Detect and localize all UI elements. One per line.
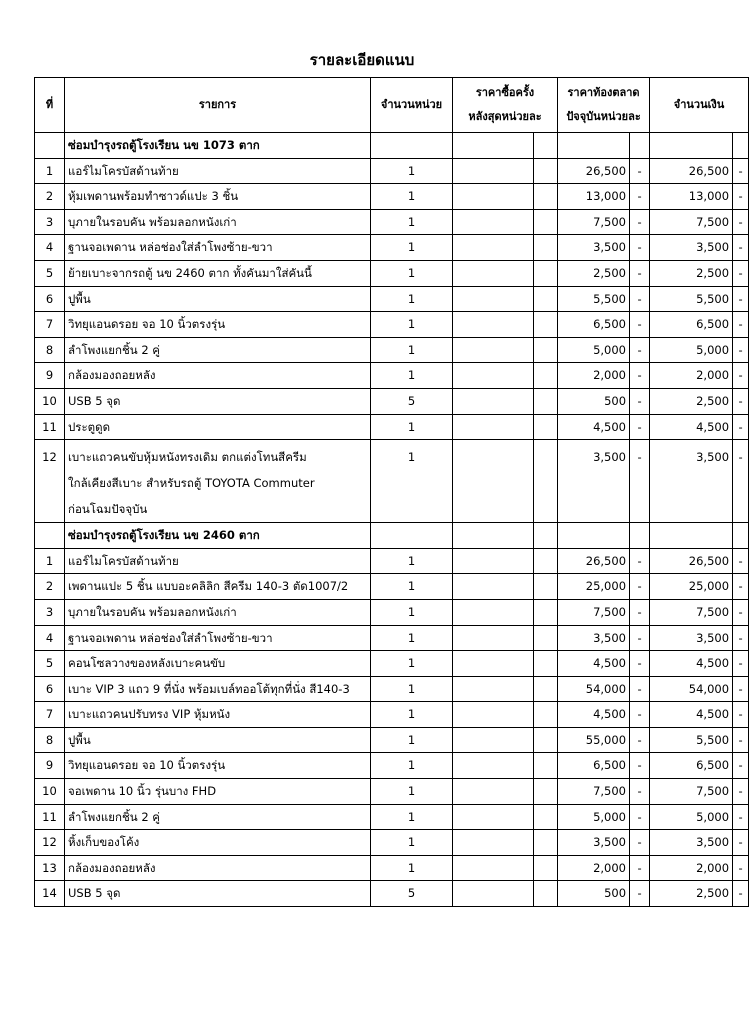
- row-unit-price: 13,000: [558, 184, 630, 210]
- row-amount: 3,500: [650, 830, 733, 856]
- row-amount: [650, 133, 733, 159]
- row-no: 3: [35, 599, 65, 625]
- table-body: [35, 133, 749, 907]
- row-last-price-satang: [534, 312, 558, 338]
- row-last-price: [453, 440, 534, 523]
- row-amount-satang: -: [733, 548, 749, 574]
- row-unit-price: 4,500: [558, 651, 630, 677]
- row-item: จอเพดาน 10 นิ้ว รุ่นบาง FHD: [65, 779, 371, 805]
- row-unit-price: 3,500: [558, 625, 630, 651]
- row-unit-price-satang: -: [630, 388, 650, 414]
- row-last-price: [453, 727, 534, 753]
- row-no: 13: [35, 855, 65, 881]
- row-item: เพดานแปะ 5 ชิ้น แบบอะคลิลิก สีครีม 140-3 ตัด1007/2: [65, 574, 371, 600]
- header-item: รายการ: [65, 78, 371, 133]
- row-amount-satang: -: [733, 158, 749, 184]
- row-last-price: [453, 599, 534, 625]
- row-amount: 7,500: [650, 779, 733, 805]
- row-amount-satang: -: [733, 388, 749, 414]
- row-last-price-satang: [534, 727, 558, 753]
- row-amount-satang: -: [733, 312, 749, 338]
- row-qty: 1: [371, 702, 453, 728]
- header-last-price: [453, 78, 558, 133]
- row-qty: 1: [371, 235, 453, 261]
- table-row: [35, 625, 749, 651]
- row-unit-price-satang: -: [630, 184, 650, 210]
- row-last-price: [453, 414, 534, 440]
- row-no: 4: [35, 235, 65, 261]
- row-unit-price: 7,500: [558, 779, 630, 805]
- row-unit-price: 3,500: [558, 235, 630, 261]
- row-no: 3: [35, 209, 65, 235]
- row-qty: 1: [371, 337, 453, 363]
- row-qty: 5: [371, 881, 453, 907]
- row-qty: 1: [371, 158, 453, 184]
- table-row: [35, 337, 749, 363]
- row-amount: 5,000: [650, 804, 733, 830]
- row-amount: 5,000: [650, 337, 733, 363]
- row-item: คอนโซลวางของหลังเบาะคนขับ: [65, 651, 371, 677]
- row-unit-price: 6,500: [558, 753, 630, 779]
- row-amount: 26,500: [650, 548, 733, 574]
- row-no: 10: [35, 388, 65, 414]
- row-amount: 25,000: [650, 574, 733, 600]
- row-last-price: [453, 804, 534, 830]
- row-amount: 4,500: [650, 702, 733, 728]
- row-qty: 1: [371, 260, 453, 286]
- row-amount: 26,500: [650, 158, 733, 184]
- row-no: 11: [35, 804, 65, 830]
- row-unit-price: 26,500: [558, 548, 630, 574]
- row-no: 1: [35, 158, 65, 184]
- table-row: [35, 312, 749, 338]
- row-qty: 1: [371, 753, 453, 779]
- row-unit-price: 26,500: [558, 158, 630, 184]
- section-title: ซ่อมบำรุงรถตู้โรงเรียน นข 2460 ตาก: [65, 523, 371, 549]
- row-amount: 13,000: [650, 184, 733, 210]
- row-amount-satang: -: [733, 440, 749, 523]
- header-no: ที่: [35, 78, 65, 133]
- row-last-price-satang: [534, 548, 558, 574]
- header-row: [35, 78, 749, 133]
- row-amount: 5,500: [650, 727, 733, 753]
- row-qty: 1: [371, 676, 453, 702]
- row-unit-price: 4,500: [558, 414, 630, 440]
- row-unit-price: 7,500: [558, 599, 630, 625]
- row-unit-price-satang: -: [630, 286, 650, 312]
- header-market-price-line1: ราคาท้องตลาด: [567, 86, 640, 99]
- row-no: 9: [35, 363, 65, 389]
- row-last-price-satang: [534, 260, 558, 286]
- row-no: 8: [35, 727, 65, 753]
- row-unit-price: 500: [558, 388, 630, 414]
- row-unit-price-satang: -: [630, 414, 650, 440]
- row-unit-price-satang: -: [630, 574, 650, 600]
- row-last-price: [453, 548, 534, 574]
- row-last-price-satang: [534, 133, 558, 159]
- row-unit-price: 3,500: [558, 440, 630, 523]
- row-unit-price-satang: -: [630, 804, 650, 830]
- row-amount: 2,000: [650, 855, 733, 881]
- row-qty: 1: [371, 363, 453, 389]
- row-last-price-satang: [534, 286, 558, 312]
- row-amount: 2,000: [650, 363, 733, 389]
- row-amount-satang: -: [733, 414, 749, 440]
- row-no: 5: [35, 260, 65, 286]
- row-last-price-satang: [534, 804, 558, 830]
- row-amount: 3,500: [650, 235, 733, 261]
- row-item: ปูพื้น: [65, 727, 371, 753]
- row-unit-price-satang: -: [630, 651, 650, 677]
- table-row: [35, 702, 749, 728]
- row-amount: 2,500: [650, 881, 733, 907]
- row-item: ฐานจอเพดาน หล่อช่องใส่ลำโพงซ้าย-ขวา: [65, 235, 371, 261]
- row-item: วิทยุแอนดรอย จอ 10 นิ้วตรงรุ่น: [65, 753, 371, 779]
- row-unit-price: 4,500: [558, 702, 630, 728]
- row-unit-price-satang: -: [630, 440, 650, 523]
- row-unit-price: 5,000: [558, 337, 630, 363]
- row-item: แอร์ไมโครบัสด้านท้าย: [65, 548, 371, 574]
- row-amount-satang: -: [733, 702, 749, 728]
- row-unit-price: 6,500: [558, 312, 630, 338]
- row-unit-price: 54,000: [558, 676, 630, 702]
- row-unit-price: 3,500: [558, 830, 630, 856]
- row-unit-price: [558, 133, 630, 159]
- row-last-price: [453, 312, 534, 338]
- row-amount: 2,500: [650, 388, 733, 414]
- row-amount-satang: -: [733, 363, 749, 389]
- row-last-price-satang: [534, 158, 558, 184]
- row-last-price-satang: [534, 388, 558, 414]
- row-qty: 1: [371, 599, 453, 625]
- row-amount: 6,500: [650, 753, 733, 779]
- row-amount-satang: -: [733, 753, 749, 779]
- row-item: ประตูดูด: [65, 414, 371, 440]
- row-qty: 1: [371, 574, 453, 600]
- row-amount: 2,500: [650, 260, 733, 286]
- row-qty: 1: [371, 804, 453, 830]
- row-amount-satang: -: [733, 779, 749, 805]
- row-last-price: [453, 779, 534, 805]
- row-item-line: ก่อนโฉมปัจจุบัน: [68, 502, 148, 517]
- row-no: 11: [35, 414, 65, 440]
- row-unit-price: 500: [558, 881, 630, 907]
- row-last-price: [453, 574, 534, 600]
- row-last-price-satang: [534, 440, 558, 523]
- row-no: 2: [35, 184, 65, 210]
- row-amount-satang: -: [733, 830, 749, 856]
- row-unit-price: 25,000: [558, 574, 630, 600]
- row-item: ย้ายเบาะจากรถตู้ นข 2460 ตาก ทั้งคันมาใส่คันนี้: [65, 260, 371, 286]
- row-unit-price-satang: -: [630, 881, 650, 907]
- row-last-price-satang: [534, 337, 558, 363]
- row-unit-price-satang: -: [630, 337, 650, 363]
- row-amount: 54,000: [650, 676, 733, 702]
- row-amount-satang: -: [733, 184, 749, 210]
- row-amount-satang: -: [733, 260, 749, 286]
- row-last-price-satang: [534, 625, 558, 651]
- row-amount-satang: -: [733, 651, 749, 677]
- row-unit-price: 2,000: [558, 855, 630, 881]
- row-unit-price-satang: -: [630, 779, 650, 805]
- table-row: [35, 209, 749, 235]
- row-last-price-satang: [534, 599, 558, 625]
- row-unit-price-satang: [630, 133, 650, 159]
- row-unit-price: 7,500: [558, 209, 630, 235]
- header-last-price-line2: หลังสุดหน่วยละ: [468, 110, 542, 123]
- row-amount: 6,500: [650, 312, 733, 338]
- row-item: USB 5 จุด: [65, 388, 371, 414]
- table-row: [35, 574, 749, 600]
- row-qty: 1: [371, 625, 453, 651]
- row-unit-price-satang: -: [630, 235, 650, 261]
- row-amount-satang: -: [733, 625, 749, 651]
- header-amount: จำนวนเงิน: [650, 78, 749, 133]
- row-amount-satang: -: [733, 727, 749, 753]
- row-last-price-satang: [534, 881, 558, 907]
- table-row: [35, 388, 749, 414]
- row-unit-price-satang: -: [630, 830, 650, 856]
- row-amount: 3,500: [650, 440, 733, 523]
- row-amount-satang: -: [733, 235, 749, 261]
- row-item: ฐานจอเพดาน หล่อช่องใส่ลำโพงซ้าย-ขวา: [65, 625, 371, 651]
- row-no: 4: [35, 625, 65, 651]
- row-item: เบาะแถวคนปรับทรง VIP หุ้มหนัง: [65, 702, 371, 728]
- table-row: [35, 676, 749, 702]
- row-last-price-satang: [534, 209, 558, 235]
- row-last-price: [453, 702, 534, 728]
- row-no: 5: [35, 651, 65, 677]
- row-amount: 7,500: [650, 599, 733, 625]
- row-last-price: [453, 235, 534, 261]
- row-last-price-satang: [534, 523, 558, 549]
- row-qty: 1: [371, 312, 453, 338]
- row-qty: 1: [371, 414, 453, 440]
- row-no: [35, 133, 65, 159]
- row-amount: 7,500: [650, 209, 733, 235]
- row-last-price-satang: [534, 235, 558, 261]
- row-last-price: [453, 388, 534, 414]
- row-item: ปูพื้น: [65, 286, 371, 312]
- row-qty: [371, 133, 453, 159]
- row-last-price: [453, 260, 534, 286]
- section-title-row: [35, 523, 749, 549]
- row-last-price-satang: [534, 651, 558, 677]
- row-no: 7: [35, 702, 65, 728]
- row-item: หุ้มเพดานพร้อมทำซาวด์แปะ 3 ชิ้น: [65, 184, 371, 210]
- row-no: 9: [35, 753, 65, 779]
- row-item: USB 5 จุด: [65, 881, 371, 907]
- row-unit-price: [558, 523, 630, 549]
- table-row-multiline: [35, 440, 749, 523]
- row-amount-satang: [733, 523, 749, 549]
- row-amount-satang: -: [733, 599, 749, 625]
- row-unit-price-satang: -: [630, 548, 650, 574]
- row-unit-price-satang: -: [630, 209, 650, 235]
- table-row: [35, 158, 749, 184]
- row-item: กล้องมองถอยหลัง: [65, 363, 371, 389]
- row-amount-satang: -: [733, 209, 749, 235]
- row-qty: 1: [371, 440, 453, 523]
- row-unit-price-satang: -: [630, 753, 650, 779]
- row-last-price: [453, 337, 534, 363]
- row-last-price-satang: [534, 184, 558, 210]
- row-item: กล้องมองถอยหลัง: [65, 855, 371, 881]
- row-last-price: [453, 158, 534, 184]
- header-qty: จำนวนหน่วย: [371, 78, 453, 133]
- row-last-price: [453, 830, 534, 856]
- row-last-price: [453, 651, 534, 677]
- row-amount: 5,500: [650, 286, 733, 312]
- row-no: 1: [35, 548, 65, 574]
- row-last-price-satang: [534, 574, 558, 600]
- row-last-price: [453, 676, 534, 702]
- row-item: หิ้งเก็บของโค้ง: [65, 830, 371, 856]
- header-market-price-line2: ปัจจุบันหน่วยละ: [566, 110, 641, 123]
- table-row: [35, 260, 749, 286]
- row-unit-price: 2,000: [558, 363, 630, 389]
- row-last-price: [453, 855, 534, 881]
- row-unit-price: 55,000: [558, 727, 630, 753]
- row-qty: [371, 523, 453, 549]
- row-last-price: [453, 133, 534, 159]
- row-qty: 1: [371, 184, 453, 210]
- row-qty: 1: [371, 209, 453, 235]
- document-title: รายละเอียดแนบ: [309, 51, 415, 69]
- row-no: 6: [35, 676, 65, 702]
- row-amount-satang: -: [733, 286, 749, 312]
- row-unit-price: 5,500: [558, 286, 630, 312]
- row-last-price: [453, 523, 534, 549]
- row-item: บุภายในรอบคัน พร้อมลอกหนังเก่า: [65, 599, 371, 625]
- row-last-price: [453, 625, 534, 651]
- table-row: [35, 548, 749, 574]
- row-item: แอร์ไมโครบัสด้านท้าย: [65, 158, 371, 184]
- row-last-price: [453, 881, 534, 907]
- row-last-price: [453, 209, 534, 235]
- row-qty: 1: [371, 779, 453, 805]
- header-market-price: [558, 78, 650, 133]
- row-last-price-satang: [534, 830, 558, 856]
- row-amount-satang: -: [733, 337, 749, 363]
- table-row: [35, 363, 749, 389]
- row-last-price: [453, 363, 534, 389]
- table-row: [35, 651, 749, 677]
- row-last-price: [453, 184, 534, 210]
- row-qty: 1: [371, 727, 453, 753]
- row-qty: 1: [371, 830, 453, 856]
- row-qty: 1: [371, 548, 453, 574]
- row-item: ลำโพงแยกชิ้น 2 คู่: [65, 804, 371, 830]
- table-row: [35, 881, 749, 907]
- table-row: [35, 727, 749, 753]
- table-row: [35, 235, 749, 261]
- row-no: 10: [35, 779, 65, 805]
- row-last-price-satang: [534, 702, 558, 728]
- row-qty: 1: [371, 286, 453, 312]
- row-amount: 4,500: [650, 651, 733, 677]
- row-no: 7: [35, 312, 65, 338]
- row-amount-satang: -: [733, 804, 749, 830]
- row-amount-satang: -: [733, 676, 749, 702]
- row-qty: 5: [371, 388, 453, 414]
- row-unit-price-satang: -: [630, 702, 650, 728]
- row-item: วิทยุแอนดรอย จอ 10 นิ้วตรงรุ่น: [65, 312, 371, 338]
- table-row: [35, 184, 749, 210]
- row-item: บุภายในรอบคัน พร้อมลอกหนังเก่า: [65, 209, 371, 235]
- row-no: 14: [35, 881, 65, 907]
- row-unit-price-satang: [630, 523, 650, 549]
- row-last-price-satang: [534, 363, 558, 389]
- row-item-line: เบาะแถวคนขับหุ้มหนังทรงเดิม ตกแต่งโทนสีครีม: [68, 450, 307, 465]
- row-last-price-satang: [534, 855, 558, 881]
- row-amount-satang: -: [733, 881, 749, 907]
- row-unit-price-satang: -: [630, 855, 650, 881]
- row-amount: 4,500: [650, 414, 733, 440]
- table-row: [35, 599, 749, 625]
- details-table: [34, 77, 749, 907]
- row-qty: 1: [371, 855, 453, 881]
- row-unit-price-satang: -: [630, 676, 650, 702]
- row-last-price: [453, 286, 534, 312]
- row-amount-satang: -: [733, 574, 749, 600]
- row-amount: [650, 523, 733, 549]
- table-row: [35, 779, 749, 805]
- row-last-price-satang: [534, 676, 558, 702]
- row-last-price-satang: [534, 414, 558, 440]
- row-last-price: [453, 753, 534, 779]
- row-no: 6: [35, 286, 65, 312]
- row-unit-price: 2,500: [558, 260, 630, 286]
- row-unit-price-satang: -: [630, 158, 650, 184]
- row-no: 8: [35, 337, 65, 363]
- row-no: 2: [35, 574, 65, 600]
- row-unit-price-satang: -: [630, 599, 650, 625]
- row-unit-price-satang: -: [630, 260, 650, 286]
- row-item-line: ใกล้เคียงสีเบาะ สำหรับรถตู้ TOYOTA Commuter: [68, 476, 315, 491]
- section-title: ซ่อมบำรุงรถตู้โรงเรียน นข 1073 ตาก: [65, 133, 371, 159]
- table-row: [35, 286, 749, 312]
- table-row: [35, 414, 749, 440]
- row-no: 12: [35, 830, 65, 856]
- row-unit-price-satang: -: [630, 727, 650, 753]
- table-row: [35, 804, 749, 830]
- row-amount-satang: [733, 133, 749, 159]
- table-row: [35, 753, 749, 779]
- row-unit-price-satang: -: [630, 625, 650, 651]
- section-title-row: [35, 133, 749, 159]
- row-last-price-satang: [534, 753, 558, 779]
- row-amount-satang: -: [733, 855, 749, 881]
- row-no: 12: [35, 440, 65, 523]
- table-row: [35, 830, 749, 856]
- row-amount: 3,500: [650, 625, 733, 651]
- row-unit-price-satang: -: [630, 363, 650, 389]
- row-last-price-satang: [534, 779, 558, 805]
- row-unit-price: 5,000: [558, 804, 630, 830]
- header-last-price-line1: ราคาซื้อครั้ง: [475, 86, 535, 99]
- row-item: เบาะ VIP 3 แถว 9 ที่นั่ง พร้อมเบล์ทออโต้ทุกที่นั่ง สี140-3: [65, 676, 371, 702]
- row-no: [35, 523, 65, 549]
- row-item: ลำโพงแยกชิ้น 2 คู่: [65, 337, 371, 363]
- table-row: [35, 855, 749, 881]
- row-item: [65, 440, 371, 523]
- row-qty: 1: [371, 651, 453, 677]
- row-unit-price-satang: -: [630, 312, 650, 338]
